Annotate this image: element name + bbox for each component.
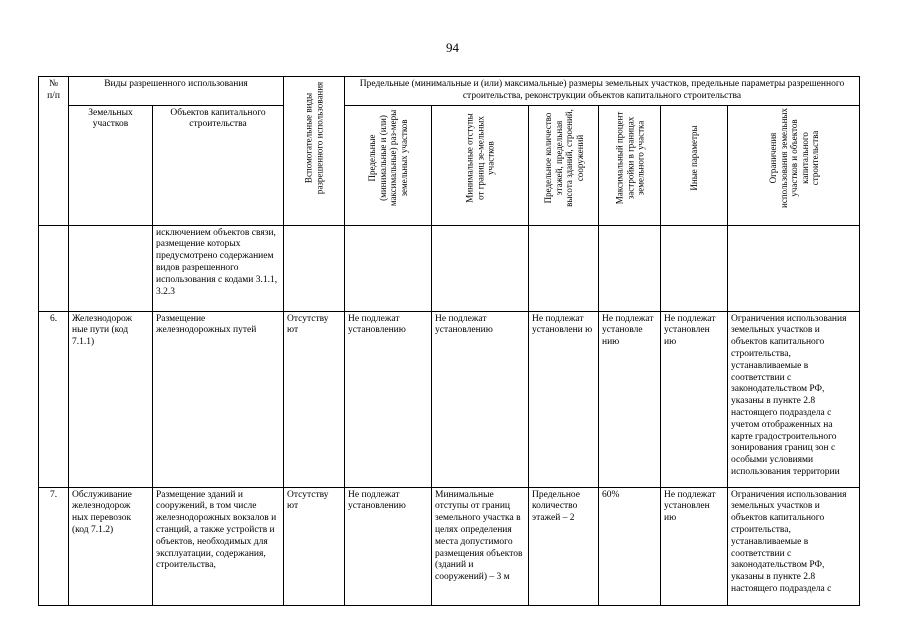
cell-land: Железнодорож ные пути (код 7.1.1) [69, 311, 153, 487]
cell-c1: Не подлежат установлению [345, 487, 432, 605]
header-aux: Вспомогательные виды разрешенного использования [284, 77, 345, 226]
cell-c4 [599, 225, 661, 311]
cell-aux: Отсутству ют [284, 311, 345, 487]
cell-oks: Размещение зданий и сооружений, в том числе железнодорожных вокзалов и станций, а также устройств и объектов, необходимых для эксплуатации, содержания, строительства, [153, 487, 284, 605]
cell-c6: Ограничения использования земельных участков и объектов капитального строительства, устанавливаемые в соответствии с законодательством РФ, указаны в пункте 2.8 настоящего подраздела с [728, 487, 860, 605]
header-c1: Предельные (минимальные и (или) максимальные) раз-меры земельных участков [345, 105, 432, 225]
cell-num [39, 225, 69, 311]
cell-c3: Предельное количество этажей – 2 [529, 487, 599, 605]
cell-oks: Размещение железнодорожных путей [153, 311, 284, 487]
header-oks: Объектов капитального строительства [153, 105, 284, 225]
cell-c6: Ограничения использования земельных участков и объектов капитального строительства, устанавливаемые в соответствии с законодательством РФ, указаны в пункте 2.8 настоящего подраздела с учетом отображенных на карте градостроительного зонирования границ зон с особыми условиями использования территории [728, 311, 860, 487]
header-c2: Минимальные отступы от границ зе-мельных участков [432, 105, 529, 225]
header-row-1 [39, 77, 860, 106]
cell-aux [284, 225, 345, 311]
cell-aux: Отсутству ют [284, 487, 345, 605]
cell-c1: Не подлежат установлению [345, 311, 432, 487]
table-row [39, 487, 860, 605]
header-params-group: Предельные (минимальные и (или) максимальные) размеры земельных участков, предельные параметры разрешенного строительства, реконструкции объектов капитального строительства [345, 77, 860, 106]
zoning-table [38, 76, 860, 606]
page-number: 94 [446, 40, 459, 55]
cell-c5: Не подлежат установлен ию [661, 311, 728, 487]
table-row [39, 225, 860, 311]
cell-c1 [345, 225, 432, 311]
cell-c6 [728, 225, 860, 311]
cell-c4: Не подлежат установле нию [599, 311, 661, 487]
cell-c2: Не подлежат установлению [432, 311, 529, 487]
cell-num: 7. [39, 487, 69, 605]
header-c3: Предельное количество этажей, предельная высота зданий, строений, сооружений [529, 105, 599, 225]
header-vid-group: Виды разрешенного использования [69, 77, 284, 106]
cell-c4: 60% [599, 487, 661, 605]
cell-oks: исключением объектов связи, размещение которых предусмотрено содержанием видов разрешенного использования с кодами 3.1.1, 3.2.3 [153, 225, 284, 311]
cell-c2 [432, 225, 529, 311]
cell-c5 [661, 225, 728, 311]
cell-land [69, 225, 153, 311]
cell-c2: Минимальные отступы от границ земельного участка в целях определения места допустимого размещения объектов (зданий и сооружений) – 3 м [432, 487, 529, 605]
header-land: Земельных участков [69, 105, 153, 225]
header-c4: Максимальный процент застройки в границах земельного участка [599, 105, 661, 225]
header-c6: Ограничения использования земельных участков и объектов капитального строительства [728, 105, 860, 225]
cell-land: Обслуживание железнодорож ных перевозок (код 7.1.2) [69, 487, 153, 605]
header-c5: Иные параметры [661, 105, 728, 225]
cell-num: 6. [39, 311, 69, 487]
cell-c5: Не подлежат установлен ию [661, 487, 728, 605]
cell-c3: Не подлежат установлени ю [529, 311, 599, 487]
header-num: № п/п [39, 77, 69, 226]
cell-c3 [529, 225, 599, 311]
header-row-2 [39, 105, 860, 225]
table-row [39, 311, 860, 487]
